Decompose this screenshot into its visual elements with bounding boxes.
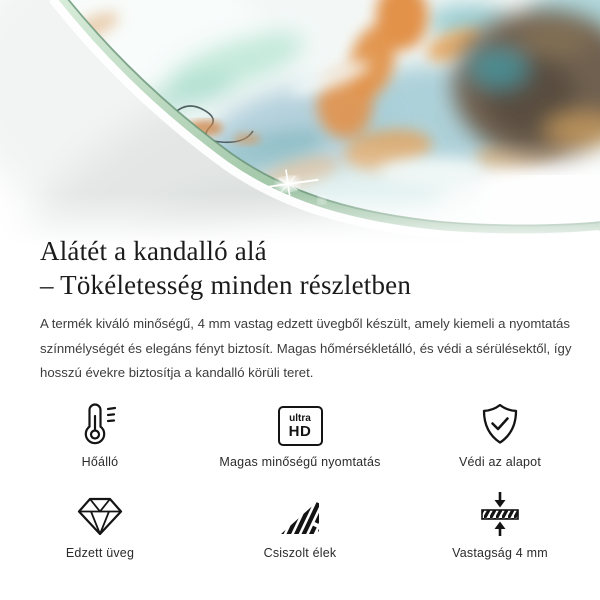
feature-protects-base xyxy=(400,400,600,469)
feature-polished-edges xyxy=(200,491,400,560)
feature-label: Hőálló xyxy=(81,455,119,469)
feature-heat-resistant xyxy=(0,400,200,469)
feature-label: Edzett üveg xyxy=(65,546,135,560)
shield-check-icon xyxy=(478,402,522,446)
polished-edge-icon xyxy=(278,497,322,537)
feature-label: Magas minőségű nyomtatás xyxy=(219,455,381,469)
feature-label: Vastagság 4 mm xyxy=(452,546,548,560)
feature-ultra-hd-print xyxy=(200,400,400,469)
feature-label: Csiszolt élek xyxy=(263,546,337,560)
feature-grid xyxy=(0,400,600,560)
diamond-icon xyxy=(76,495,124,537)
product-description: A termék kiváló minőségű, 4 mm vastag edzett üvegből készült, amely kiemeli a nyomtatás színmélységét és elegáns fényt biztosít. Magas hőmérsékletálló, és védi a sérülésektől, így hosszú évekre biztosítja a kandalló körüli teret. xyxy=(40,316,572,380)
page-title-line1: Alátét a kandalló alá xyxy=(40,236,267,266)
ultra-hd-icon: ultra HD xyxy=(278,406,323,446)
feature-tempered-glass xyxy=(0,491,200,560)
page-title-line2: – Tökéletesség minden részletben xyxy=(40,270,412,300)
page-title xyxy=(40,234,580,302)
feature-label: Védi az alapot xyxy=(458,455,542,469)
thickness-icon xyxy=(478,491,522,537)
product-photo xyxy=(0,0,600,256)
thermometer-icon xyxy=(81,402,119,446)
feature-thickness xyxy=(400,491,600,560)
